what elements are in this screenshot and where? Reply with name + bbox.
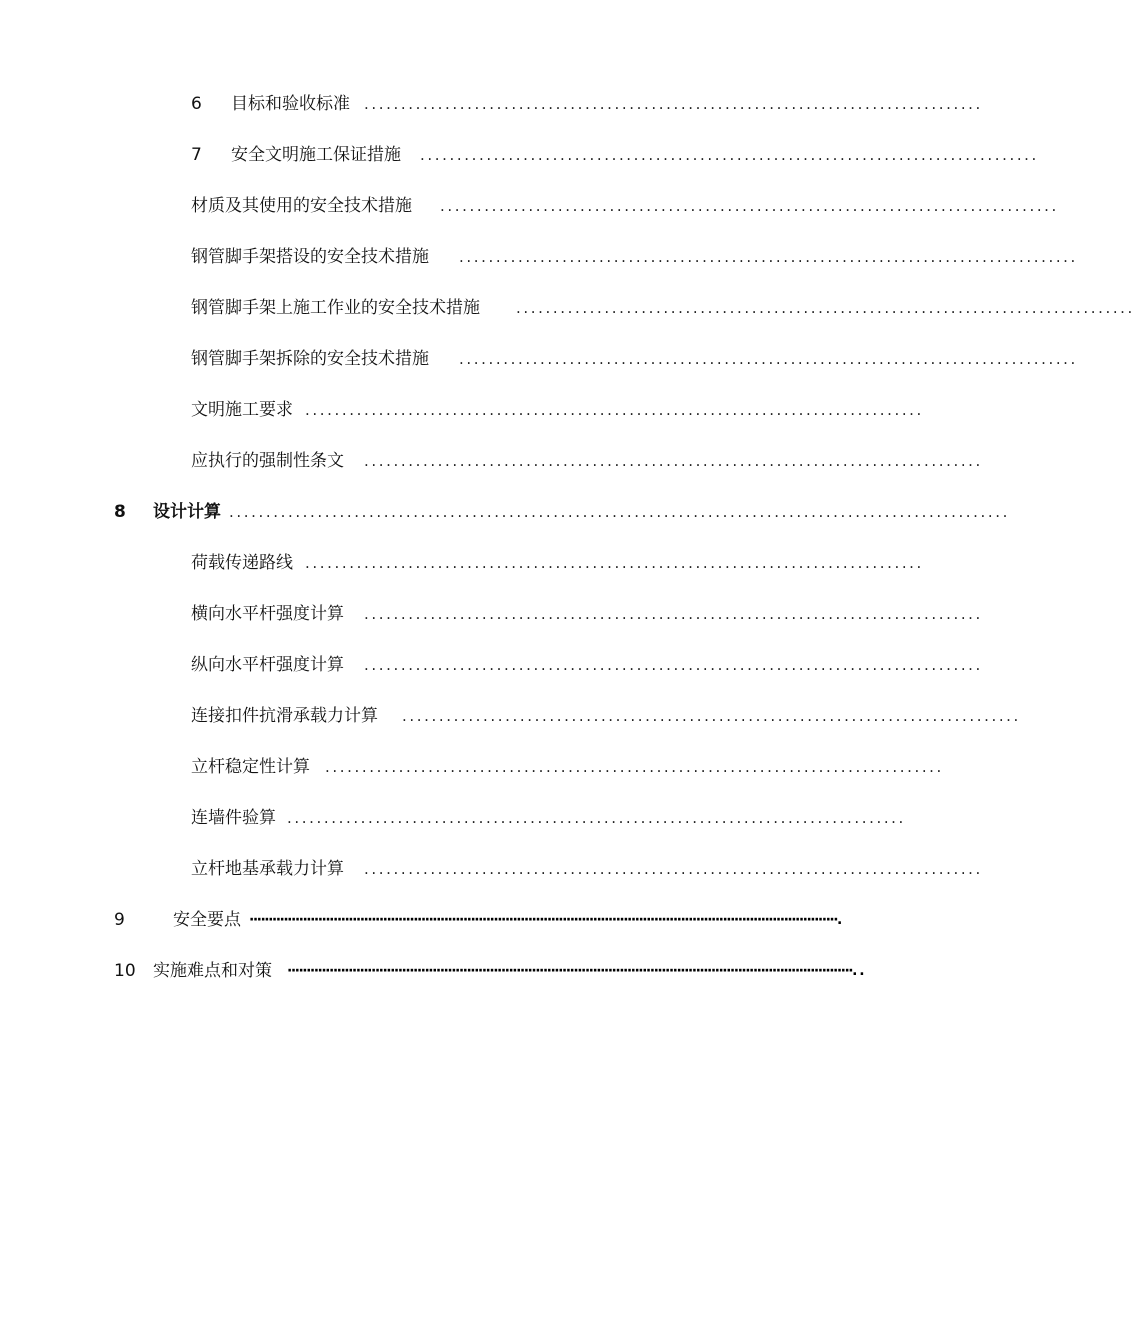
toc-entry-title: 文明施工要求 — [191, 400, 293, 420]
toc-entry-title: 连墙件验算 — [191, 808, 276, 828]
toc-entry-title: 安全文明施工保证措施 — [231, 145, 401, 165]
toc-leader-dots: .................................................................................... — [459, 248, 1078, 266]
toc-entry-title: 立杆地基承载力计算 — [191, 859, 344, 879]
toc-entry-number: 10 — [114, 961, 136, 981]
toc-entry-title: 应执行的强制性条文 — [191, 451, 344, 471]
toc-leader-dots: .................................................................................... — [364, 95, 983, 113]
toc-leader-dots: .................................................................................... — [364, 656, 983, 674]
toc-leader-dots: .................................................................................... — [364, 860, 983, 878]
toc-leader-dots: .................................................................................... — [287, 809, 906, 827]
toc-entry-title: 钢管脚手架搭设的安全技术措施 — [191, 247, 429, 267]
toc-entry-title: 安全要点 — [173, 910, 241, 930]
toc-leader-dots: .................................................................................... — [364, 452, 983, 470]
toc-entry-title: 纵向水平杆强度计算 — [191, 655, 344, 675]
toc-entry-title: 实施难点和对策 — [153, 961, 272, 981]
toc-leader-dots: .................................................................................... — [420, 146, 1039, 164]
toc-leader-dots: .................................................................................... — [305, 554, 924, 572]
toc-leader-dots: ····················································································································································. . — [287, 963, 864, 979]
toc-entry-title: 设计计算 — [153, 502, 221, 522]
toc-entry-number: 8 — [114, 502, 126, 522]
toc-entry-title: 钢管脚手架拆除的安全技术措施 — [191, 349, 429, 369]
toc-leader-dots: .................................................................................... — [459, 350, 1078, 368]
toc-entry-title: 横向水平杆强度计算 — [191, 604, 344, 624]
toc-entry-title: 钢管脚手架上施工作业的安全技术措施 — [191, 298, 480, 318]
toc-entry-number: 6 — [191, 94, 202, 114]
toc-entry-title: 目标和验收标准 — [231, 94, 350, 114]
toc-leader-dots: ··························································································································································. — [249, 912, 841, 928]
toc-leader-dots: .................................................................................... — [516, 299, 1135, 317]
toc-entry-title: 立杆稳定性计算 — [191, 757, 310, 777]
toc-leader-dots: .................................................................................... — [440, 197, 1059, 215]
toc-leader-dots: .................................................................................... — [325, 758, 944, 776]
toc-entry-title: 荷载传递路线 — [191, 553, 293, 573]
toc-entry-number: 7 — [191, 145, 202, 165]
toc-entry-title: 连接扣件抗滑承载力计算 — [191, 706, 378, 726]
toc-entry-title: 材质及其使用的安全技术措施 — [191, 196, 412, 216]
toc-leader-dots: .................................................................................... — [305, 401, 924, 419]
toc-leader-dots: .................................................................................... — [402, 707, 1021, 725]
toc-leader-dots: .......................................................................................................... — [229, 503, 1011, 521]
toc-leader-dots: .................................................................................... — [364, 605, 983, 623]
toc-entry-number: 9 — [114, 910, 125, 930]
